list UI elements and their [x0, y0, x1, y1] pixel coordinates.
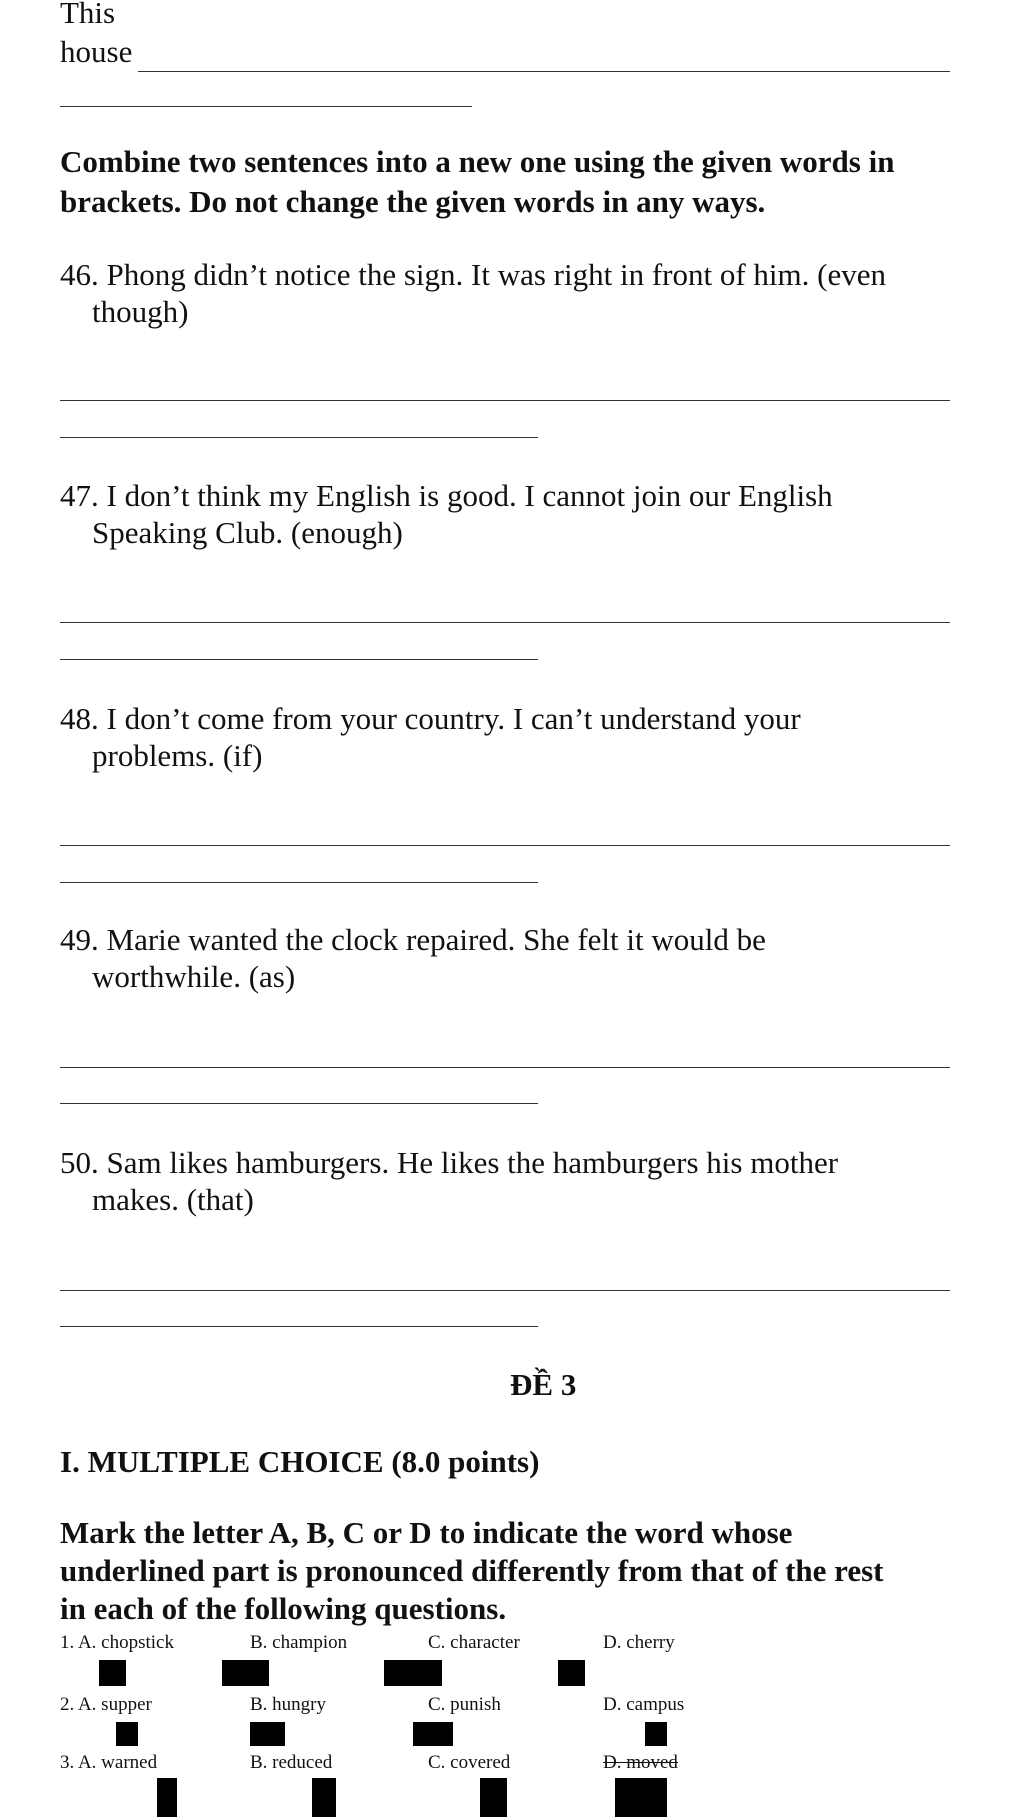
redaction-block [384, 1660, 442, 1686]
redaction-block [615, 1778, 667, 1817]
answer-line [60, 1103, 538, 1104]
question-50-line-1: 50. Sam likes hamburgers. He likes the hamburgers his mother [60, 1145, 839, 1180]
answer-line [60, 845, 950, 846]
mc-instruction-line-3: in each of the following questions. [60, 1591, 507, 1626]
redaction-block [116, 1722, 138, 1746]
mc-1-option-c: C. character [428, 1632, 520, 1653]
mc-2-option-b: B. hungry [250, 1694, 326, 1715]
answer-line [60, 437, 538, 438]
mc-2-option-c: C. punish [428, 1694, 501, 1715]
instruction-line-1: Combine two sentences into a new one using the given words in [60, 144, 895, 179]
redaction-block [558, 1660, 585, 1686]
answer-line [60, 1067, 950, 1068]
section-title: ĐỀ 3 [510, 1367, 577, 1402]
answer-line [60, 659, 538, 660]
redaction-block [645, 1722, 667, 1746]
top-line-this: This [60, 0, 116, 30]
question-46-line-1: 46. Phong didn’t notice the sign. It was right in front of him. (even [60, 257, 886, 292]
question-46-line-2: though) [92, 294, 189, 329]
question-48-line-2: problems. (if) [92, 738, 263, 773]
mc-1-option-b: B. champion [250, 1632, 348, 1653]
question-47-line-2: Speaking Club. (enough) [92, 515, 403, 550]
mc-1-option-a: 1. A. chopstick [60, 1632, 174, 1653]
mc-1-option-d: D. cherry [603, 1632, 675, 1653]
answer-line [60, 400, 950, 401]
answer-line [60, 1326, 538, 1327]
question-47-line-1: 47. I don’t think my English is good. I cannot join our English [60, 478, 833, 513]
redaction-block [157, 1778, 177, 1817]
answer-line [60, 1290, 950, 1291]
redaction-block [250, 1722, 285, 1746]
question-49-line-2: worthwhile. (as) [92, 959, 296, 994]
top-line-house: house [60, 34, 133, 69]
mc-3-option-a: 3. A. warned [60, 1752, 158, 1773]
question-49-line-1: 49. Marie wanted the clock repaired. She felt it would be [60, 922, 766, 957]
mc-3-option-c: C. covered [428, 1752, 511, 1773]
mc-2-option-d: D. campus [603, 1694, 685, 1715]
answer-line [60, 882, 538, 883]
mc-instruction-line-2: underlined part is pronounced differently from that of the rest [60, 1553, 884, 1588]
answer-line [60, 622, 950, 623]
redaction-block [413, 1722, 453, 1746]
answer-line [138, 71, 950, 72]
instruction-line-2: brackets. Do not change the given words in any ways. [60, 184, 766, 219]
part-heading: I. MULTIPLE CHOICE (8.0 points) [60, 1444, 540, 1479]
question-48-line-1: 48. I don’t come from your country. I can’t understand your [60, 701, 801, 736]
redaction-block [99, 1660, 126, 1686]
redaction-block [312, 1778, 336, 1817]
question-50-line-2: makes. (that) [92, 1182, 254, 1217]
mc-instruction-line-1: Mark the letter A, B, C or D to indicate the word whose [60, 1515, 793, 1550]
redaction-block [222, 1660, 269, 1686]
answer-line [60, 106, 472, 107]
mc-3-option-d: D. moved [603, 1752, 678, 1773]
mc-3-option-b: B. reduced [250, 1752, 333, 1773]
mc-2-option-a: 2. A. supper [60, 1694, 152, 1715]
redaction-block [480, 1778, 507, 1817]
